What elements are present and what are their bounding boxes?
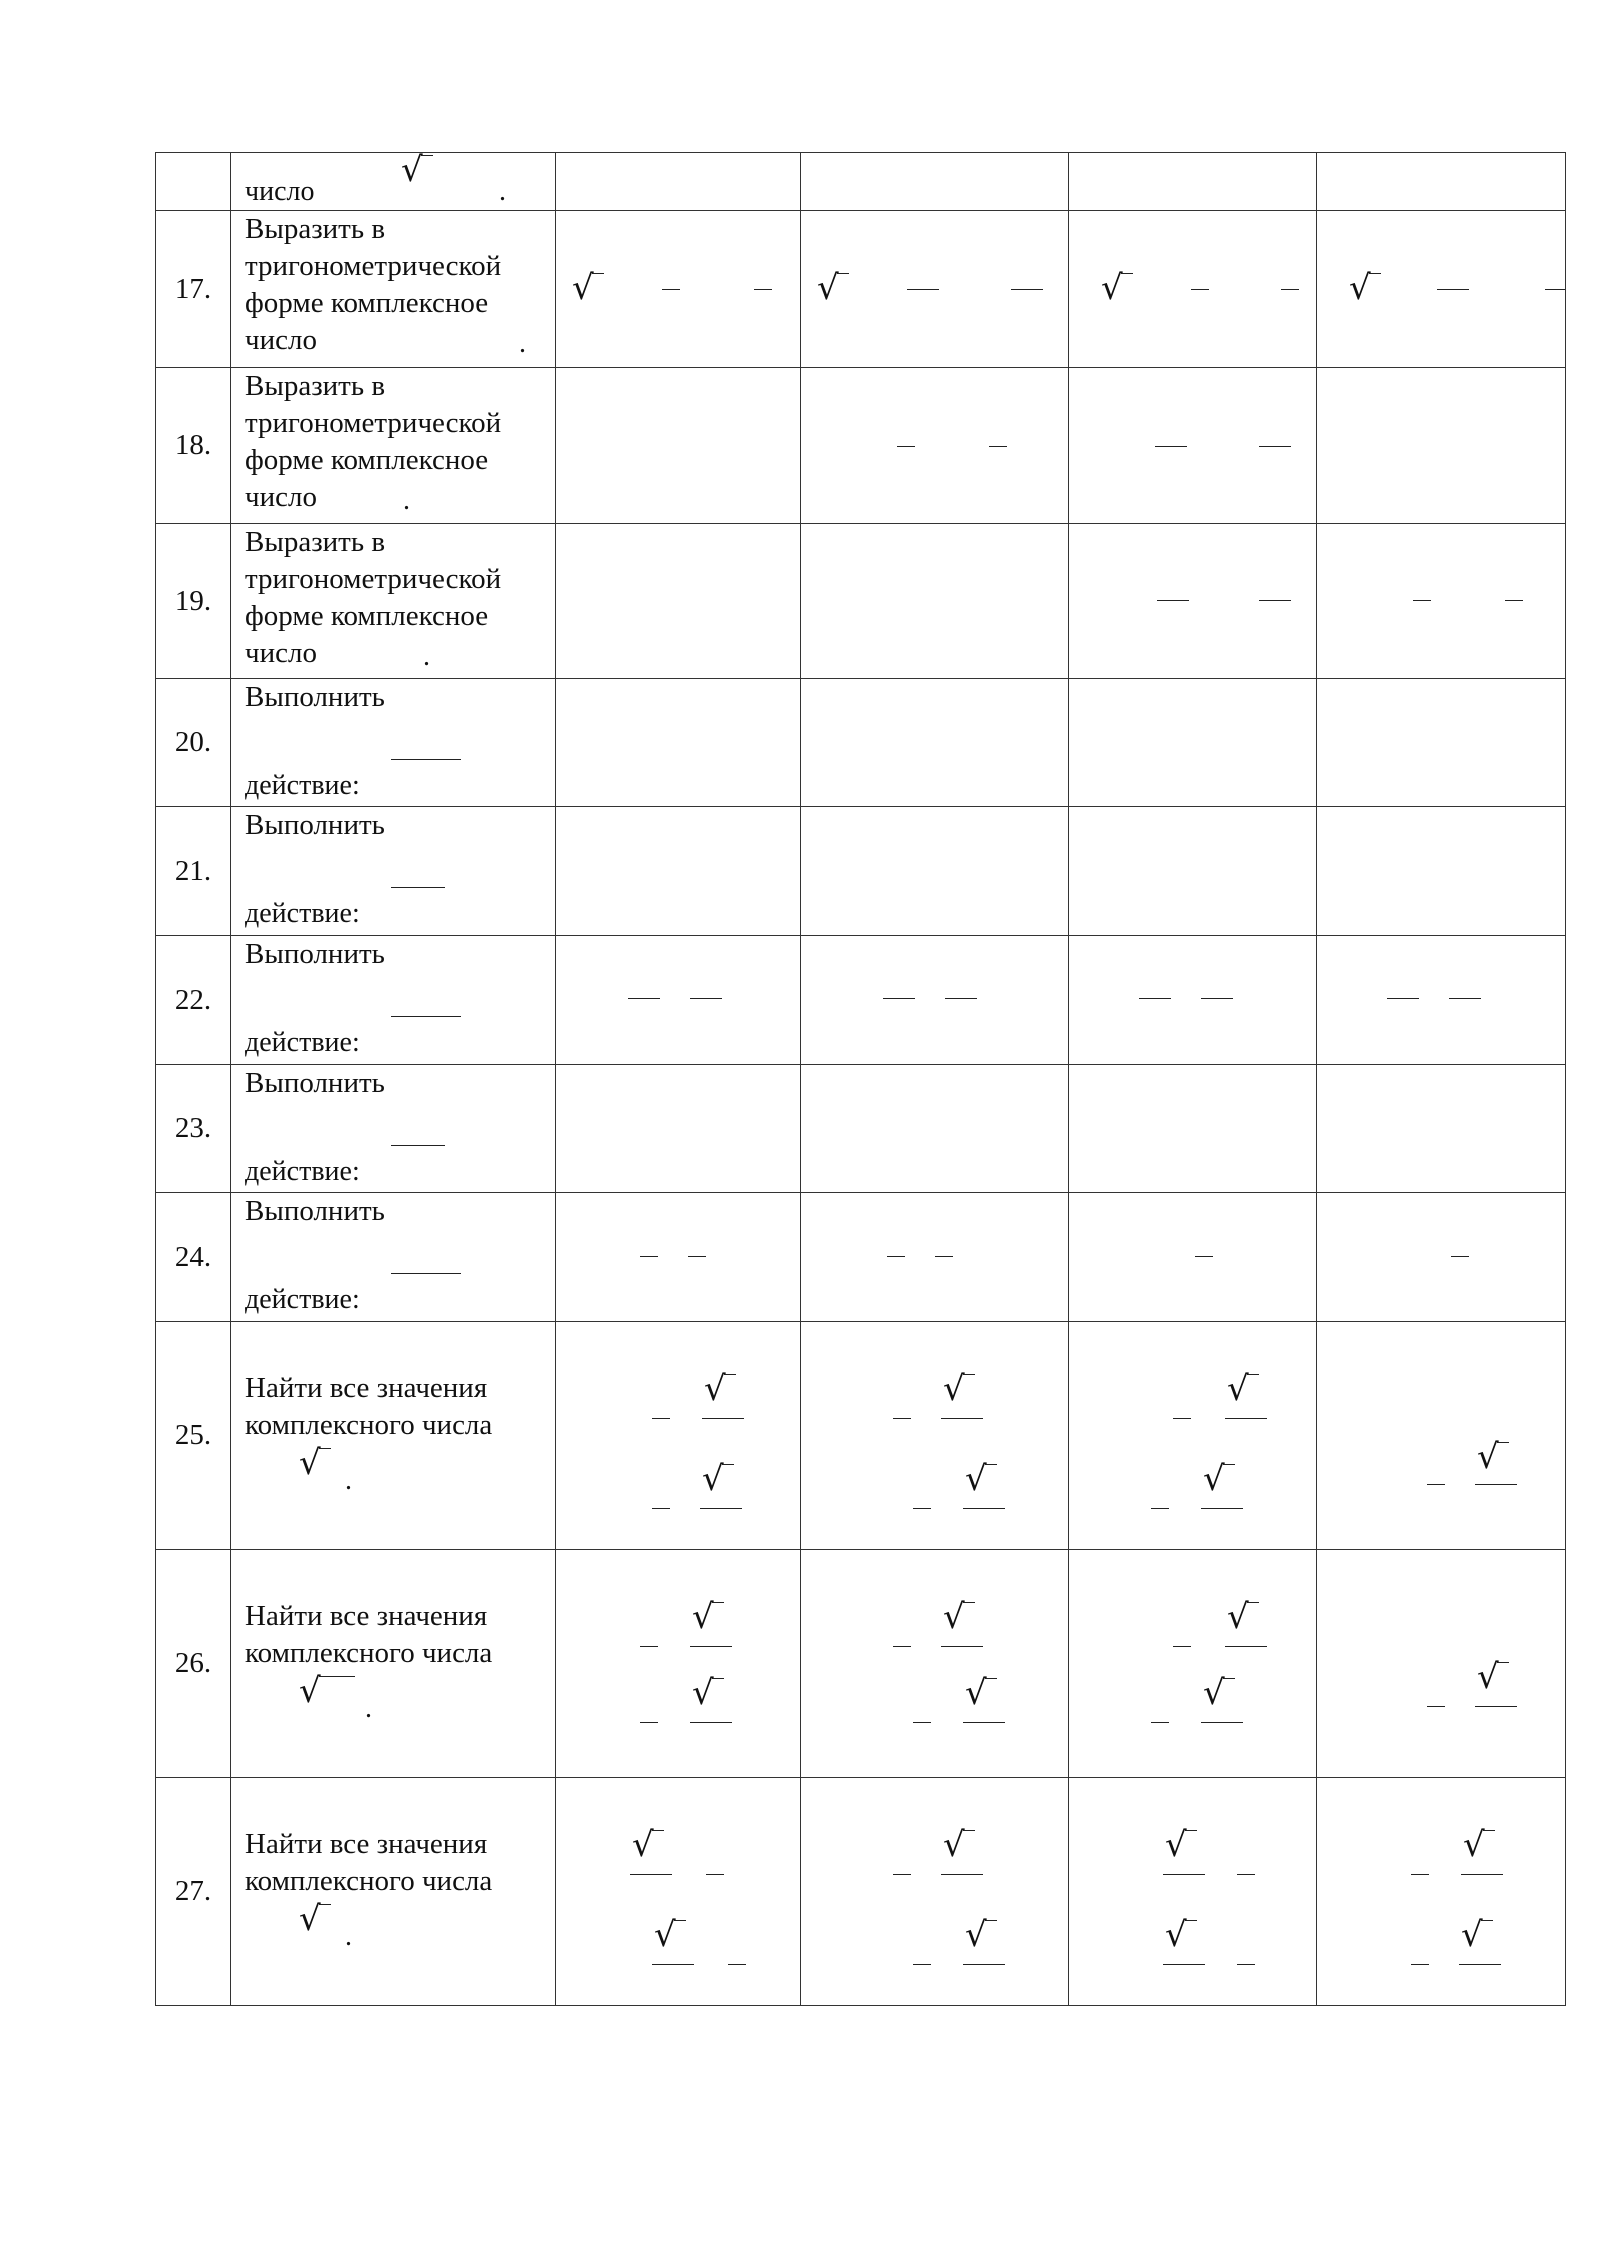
fraction-bar xyxy=(1191,289,1209,290)
fraction-bar xyxy=(690,998,722,999)
fraction-bar xyxy=(887,1256,905,1257)
fraction-bar xyxy=(391,1273,461,1274)
answer-cell xyxy=(1069,807,1317,936)
radical-sign: √ xyxy=(1477,1437,1499,1477)
answer-cell xyxy=(1317,368,1566,524)
answer-cell xyxy=(801,153,1069,211)
task-line: Выполнить xyxy=(245,1195,385,1227)
period: . xyxy=(345,1921,352,1952)
fraction-bar xyxy=(1011,289,1043,290)
table-row xyxy=(156,211,1566,368)
answer-cell xyxy=(556,1193,801,1322)
fraction-bar xyxy=(391,887,445,888)
radical-sign: √ xyxy=(943,1597,965,1637)
answer-cell xyxy=(1317,936,1566,1065)
radical-sign: √ xyxy=(817,268,839,308)
radical-sign: √ xyxy=(299,1443,321,1483)
answer-cell xyxy=(556,1322,801,1550)
task-line: Выполнить xyxy=(245,681,385,713)
period: . xyxy=(403,485,410,516)
fraction-bar xyxy=(1451,1256,1469,1257)
answer-cell xyxy=(556,153,801,211)
answer-cell xyxy=(1069,1193,1317,1322)
task-line: число xyxy=(245,176,315,207)
answer-cell xyxy=(1069,1065,1317,1193)
row-number: 27. xyxy=(156,1778,231,2006)
answer-cell xyxy=(1069,936,1317,1065)
fraction-bar xyxy=(1461,1874,1503,1875)
fraction-bar xyxy=(941,1874,983,1875)
answer-cell xyxy=(1069,1322,1317,1550)
table-row xyxy=(156,524,1566,679)
fraction-bar xyxy=(1201,998,1233,999)
answer-cell xyxy=(801,1550,1069,1778)
fraction-bar xyxy=(628,998,660,999)
fraction-bar xyxy=(893,1874,911,1875)
radical-sign: √ xyxy=(965,1915,987,1955)
radical-sign: √ xyxy=(692,1673,714,1713)
fraction-bar xyxy=(907,289,939,290)
answer-cell xyxy=(801,211,1069,368)
fraction-bar xyxy=(662,289,680,290)
radical-sign: √ xyxy=(965,1673,987,1713)
answer-cell xyxy=(556,1778,801,2006)
fraction-bar xyxy=(913,1508,931,1509)
fraction-bar xyxy=(1151,1508,1169,1509)
table-row xyxy=(156,679,1566,807)
fraction-bar xyxy=(1259,446,1291,447)
fraction-bar xyxy=(989,446,1007,447)
answer-cell xyxy=(1069,1550,1317,1778)
task-line: комплексного числа xyxy=(245,1409,493,1441)
task-cell xyxy=(231,679,556,807)
task-cell xyxy=(231,1193,556,1322)
task-line: действие: xyxy=(245,1027,360,1058)
task-line: комплексного числа xyxy=(245,1865,493,1897)
row-number: 19. xyxy=(156,524,231,679)
task-line: форме комплексное xyxy=(245,287,489,319)
answer-cell xyxy=(801,1322,1069,1550)
radical-sign: √ xyxy=(943,1369,965,1409)
row-number: 21. xyxy=(156,807,231,936)
table-row xyxy=(156,153,1566,211)
answer-cell xyxy=(1317,1065,1566,1193)
fraction-bar xyxy=(652,1418,670,1419)
fraction-bar xyxy=(1449,998,1481,999)
fraction-bar xyxy=(893,1646,911,1647)
task-cell xyxy=(231,368,556,524)
radical-sign: √ xyxy=(702,1459,724,1499)
task-line: Выразить в xyxy=(245,370,386,402)
task-line: число xyxy=(245,324,317,356)
task-cell xyxy=(231,1065,556,1193)
radical-sign: √ xyxy=(1227,1369,1249,1409)
answer-cell xyxy=(801,524,1069,679)
answer-cell xyxy=(1069,1778,1317,2006)
task-line: тригонометрической xyxy=(245,250,502,282)
fraction-bar xyxy=(1427,1484,1445,1485)
fraction-bar xyxy=(640,1646,658,1647)
task-cell xyxy=(231,1322,556,1550)
radical-sign: √ xyxy=(692,1597,714,1637)
answer-cell xyxy=(1317,1193,1566,1322)
task-line: Выполнить xyxy=(245,809,385,841)
fraction-bar xyxy=(319,1676,355,1677)
radical-sign: √ xyxy=(1349,268,1371,308)
answer-cell xyxy=(556,679,801,807)
answer-cell xyxy=(1069,524,1317,679)
radical-sign: √ xyxy=(1165,1825,1187,1865)
fraction-bar xyxy=(728,1964,746,1965)
answer-cell xyxy=(556,1065,801,1193)
answer-cell xyxy=(1317,1550,1566,1778)
fraction-bar xyxy=(913,1722,931,1723)
period: . xyxy=(423,641,430,672)
fraction-bar xyxy=(1225,1646,1267,1647)
fraction-bar xyxy=(630,1874,672,1875)
radical-sign: √ xyxy=(1203,1459,1225,1499)
row-number: 18. xyxy=(156,368,231,524)
table-row xyxy=(156,807,1566,936)
fraction-bar xyxy=(391,759,461,760)
fraction-bar xyxy=(1151,1722,1169,1723)
answer-cell xyxy=(801,1193,1069,1322)
answer-cell xyxy=(801,368,1069,524)
answer-cell xyxy=(1317,1322,1566,1550)
task-line: число xyxy=(245,481,317,513)
fraction-bar xyxy=(963,1508,1005,1509)
fraction-bar xyxy=(690,1722,732,1723)
answer-cell xyxy=(801,679,1069,807)
fraction-bar xyxy=(1139,998,1171,999)
answer-cell xyxy=(801,1065,1069,1193)
fraction-bar xyxy=(391,1016,461,1017)
fraction-bar xyxy=(391,1145,445,1146)
fraction-bar xyxy=(1173,1418,1191,1419)
task-line: Выразить в xyxy=(245,213,386,245)
fraction-bar xyxy=(754,289,772,290)
fraction-bar xyxy=(1545,289,1565,290)
answer-cell xyxy=(1317,524,1566,679)
period: . xyxy=(345,1465,352,1496)
answer-table xyxy=(155,152,1566,2006)
answer-cell xyxy=(1317,807,1566,936)
fraction-bar xyxy=(1281,289,1299,290)
answer-cell xyxy=(556,1550,801,1778)
task-cell xyxy=(231,1778,556,2006)
row-number: 20. xyxy=(156,679,231,807)
answer-cell xyxy=(556,524,801,679)
task-line: Выразить в xyxy=(245,526,386,558)
fraction-bar xyxy=(706,1874,724,1875)
fraction-bar xyxy=(702,1418,744,1419)
task-line: действие: xyxy=(245,1284,360,1315)
table-row xyxy=(156,1065,1566,1193)
radical-sign: √ xyxy=(572,268,594,308)
answer-cell xyxy=(556,936,801,1065)
task-line: действие: xyxy=(245,770,360,801)
table-row xyxy=(156,936,1566,1065)
row-number: 17. xyxy=(156,211,231,368)
task-line: форме комплексное xyxy=(245,600,489,632)
fraction-bar xyxy=(688,1256,706,1257)
radical-sign: √ xyxy=(632,1825,654,1865)
answer-cell xyxy=(556,368,801,524)
radical-sign: √ xyxy=(1165,1915,1187,1955)
fraction-bar xyxy=(1411,1964,1429,1965)
task-line: число xyxy=(245,637,317,669)
answer-cell xyxy=(1317,1778,1566,2006)
task-line: комплексного числа xyxy=(245,1637,493,1669)
fraction-bar xyxy=(640,1256,658,1257)
task-cell xyxy=(231,1550,556,1778)
fraction-bar xyxy=(640,1722,658,1723)
task-line: Выполнить xyxy=(245,938,385,970)
fraction-bar xyxy=(1427,1706,1445,1707)
row-number: 22. xyxy=(156,936,231,1065)
fraction-bar xyxy=(883,998,915,999)
answer-cell xyxy=(801,936,1069,1065)
radical-sign: √ xyxy=(1227,1597,1249,1637)
radical-sign: √ xyxy=(299,1671,321,1711)
fraction-bar xyxy=(1163,1964,1205,1965)
fraction-bar xyxy=(1475,1706,1517,1707)
task-cell xyxy=(231,936,556,1065)
fraction-bar xyxy=(1413,600,1431,601)
task-line: действие: xyxy=(245,1156,360,1187)
fraction-bar xyxy=(1157,600,1189,601)
task-line: Найти все значения xyxy=(245,1372,488,1404)
answer-cell xyxy=(1069,368,1317,524)
answer-cell xyxy=(1069,153,1317,211)
fraction-bar xyxy=(1387,998,1419,999)
task-cell xyxy=(231,211,556,368)
radical-sign: √ xyxy=(943,1825,965,1865)
answer-cell xyxy=(801,1778,1069,2006)
radical-sign: √ xyxy=(1477,1657,1499,1697)
radical-sign: √ xyxy=(1461,1915,1483,1955)
task-line: Найти все значения xyxy=(245,1828,488,1860)
fraction-bar xyxy=(893,1418,911,1419)
fraction-bar xyxy=(1195,1256,1213,1257)
row-number: 25. xyxy=(156,1322,231,1550)
table-row xyxy=(156,1322,1566,1550)
task-line: тригонометрической xyxy=(245,563,502,595)
fraction-bar xyxy=(963,1964,1005,1965)
fraction-bar xyxy=(1437,289,1469,290)
radical-sign: √ xyxy=(1463,1825,1485,1865)
table-row xyxy=(156,1550,1566,1778)
fraction-bar xyxy=(700,1508,742,1509)
fraction-bar xyxy=(652,1508,670,1509)
fraction-bar xyxy=(690,1646,732,1647)
fraction-bar xyxy=(941,1418,983,1419)
fraction-bar xyxy=(1155,446,1187,447)
answer-cell xyxy=(1317,211,1566,368)
period: . xyxy=(519,328,526,359)
fraction-bar xyxy=(1173,1646,1191,1647)
fraction-bar xyxy=(941,1646,983,1647)
radical-sign: √ xyxy=(401,150,423,190)
fraction-bar xyxy=(963,1722,1005,1723)
fraction-bar xyxy=(652,1964,694,1965)
answer-cell xyxy=(1069,211,1317,368)
radical-sign: √ xyxy=(654,1915,676,1955)
answer-cell xyxy=(556,211,801,368)
radical-sign: √ xyxy=(704,1369,726,1409)
fraction-bar xyxy=(1459,1964,1501,1965)
task-line: Выполнить xyxy=(245,1067,385,1099)
fraction-bar xyxy=(1475,1484,1517,1485)
period: . xyxy=(499,176,506,207)
table-row xyxy=(156,1778,1566,2006)
task-line: тригонометрической xyxy=(245,407,502,439)
task-cell xyxy=(231,807,556,936)
task-cell xyxy=(231,150,556,211)
row-number xyxy=(156,153,231,211)
radical-sign: √ xyxy=(1101,268,1123,308)
task-line: форме комплексное xyxy=(245,444,489,476)
period: . xyxy=(365,1693,372,1724)
fraction-bar xyxy=(1259,600,1291,601)
answer-cell xyxy=(556,807,801,936)
row-number: 26. xyxy=(156,1550,231,1778)
fraction-bar xyxy=(1237,1964,1255,1965)
fraction-bar xyxy=(945,998,977,999)
fraction-bar xyxy=(1201,1722,1243,1723)
fraction-bar xyxy=(1163,1874,1205,1875)
answer-cell xyxy=(1069,679,1317,807)
row-number: 23. xyxy=(156,1065,231,1193)
answer-cell xyxy=(1317,679,1566,807)
task-cell xyxy=(231,524,556,679)
answer-cell xyxy=(1317,153,1566,211)
row-number: 24. xyxy=(156,1193,231,1322)
fraction-bar xyxy=(897,446,915,447)
radical-sign: √ xyxy=(299,1899,321,1939)
fraction-bar xyxy=(1225,1418,1267,1419)
fraction-bar xyxy=(1505,600,1523,601)
table-row xyxy=(156,1193,1566,1322)
table-row xyxy=(156,368,1566,524)
radical-sign: √ xyxy=(965,1459,987,1499)
fraction-bar xyxy=(913,1964,931,1965)
task-line: действие: xyxy=(245,898,360,929)
task-line: Найти все значения xyxy=(245,1600,488,1632)
fraction-bar xyxy=(1411,1874,1429,1875)
fraction-bar xyxy=(1201,1508,1243,1509)
fraction-bar xyxy=(1237,1874,1255,1875)
radical-sign: √ xyxy=(1203,1673,1225,1713)
answer-cell xyxy=(801,807,1069,936)
fraction-bar xyxy=(935,1256,953,1257)
